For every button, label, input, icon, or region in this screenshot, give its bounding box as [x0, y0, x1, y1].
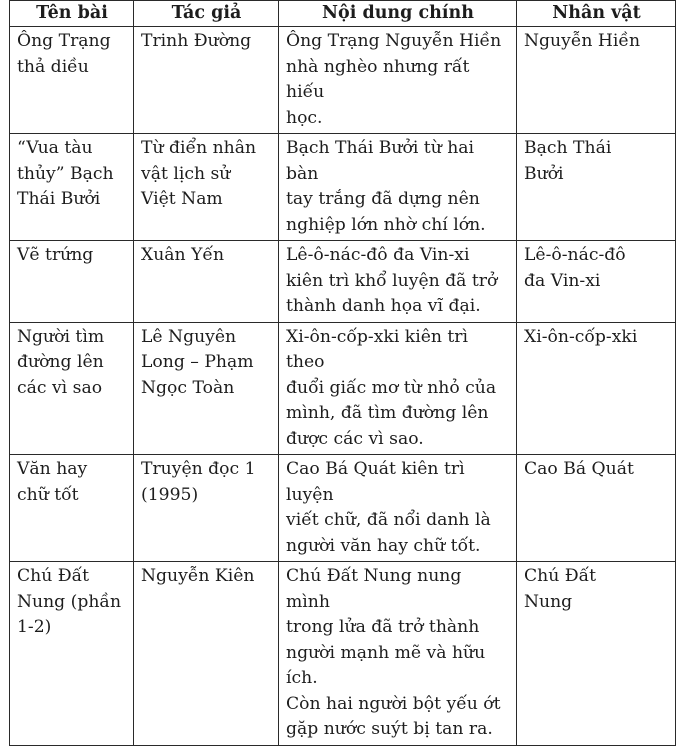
cell-line: Nguyễn Kiên	[141, 566, 255, 586]
cell-content	[279, 562, 517, 746]
cell-line: Nguyễn Hiền	[524, 31, 641, 51]
cell-line: Trinh Đường	[141, 31, 252, 51]
cell-line: Xuân Yến	[141, 245, 225, 265]
cell-line: viết chữ, đã nổi danh là	[286, 510, 491, 530]
cell-line: Lê-ô-nác-đô đa Vin-xi	[286, 245, 470, 265]
cell-line: Chú Đất Nung nung mình	[286, 566, 462, 612]
cell-line: Chú Đất	[17, 566, 90, 586]
cell-line: đường lên	[17, 352, 104, 372]
table-row	[10, 241, 676, 323]
header-title: Tên bài	[10, 1, 134, 27]
cell-content	[279, 27, 517, 134]
cell-line: Văn hay	[17, 459, 88, 479]
header-character: Nhân vật	[517, 1, 676, 27]
cell-line: Cao Bá Quát	[524, 459, 634, 479]
cell-line: mình, đã tìm đường lên	[286, 403, 489, 423]
cell-line: Nung (phần	[17, 591, 122, 612]
cell-author	[134, 241, 279, 323]
cell-character	[517, 562, 676, 746]
cell-line: Còn hai người bột yếu ớt	[286, 693, 501, 714]
cell-line: Thái Bưởi	[17, 189, 101, 209]
cell-line: học.	[286, 107, 323, 128]
cell-character	[517, 27, 676, 134]
cell-line: “Vua tàu	[17, 138, 93, 158]
cell-line: các vì sao	[17, 377, 103, 398]
cell-character	[517, 241, 676, 323]
table-row	[10, 562, 676, 746]
cell-character	[517, 134, 676, 241]
cell-line: thủy” Bạch	[17, 163, 114, 184]
cell-title	[10, 322, 134, 455]
cell-line: (1995)	[141, 484, 199, 505]
cell-line: thành danh họa vĩ đại.	[286, 296, 481, 316]
table-row	[10, 134, 676, 241]
cell-line: Truyện đọc 1	[141, 459, 256, 479]
cell-line: nhà nghèo nhưng rất hiếu	[286, 56, 470, 102]
cell-content	[279, 241, 517, 323]
cell-line: người mạnh mẽ và hữu ích.	[286, 642, 486, 688]
cell-line: Việt Nam	[141, 189, 223, 209]
reading-summary-table	[9, 0, 676, 746]
cell-line: đa Vin-xi	[524, 270, 601, 291]
cell-title	[10, 134, 134, 241]
cell-line: Chú Đất	[524, 566, 597, 586]
table-row	[10, 455, 676, 562]
cell-title	[10, 27, 134, 134]
cell-line: Xi-ôn-cốp-xki	[524, 326, 638, 347]
cell-author	[134, 27, 279, 134]
header-author: Tác giả	[134, 1, 279, 27]
cell-line: Bạch Thái Bưởi từ hai bàn	[286, 138, 475, 184]
cell-line: vật lịch sử	[141, 163, 231, 184]
cell-line: chữ tốt	[17, 484, 79, 505]
cell-line: Xi-ôn-cốp-xki kiên trì theo	[286, 326, 469, 372]
cell-line: Ông Trạng Nguyễn Hiền	[286, 31, 502, 51]
cell-line: Nung	[524, 591, 573, 612]
header-content: Nội dung chính	[279, 1, 517, 27]
cell-line: Ngọc Toàn	[141, 377, 235, 398]
cell-author	[134, 134, 279, 241]
cell-line: Từ điển nhân	[141, 138, 257, 158]
cell-line: kiên trì khổ luyện đã trở	[286, 270, 498, 291]
cell-title	[10, 562, 134, 746]
cell-author	[134, 322, 279, 455]
cell-line: được các vì sao.	[286, 428, 424, 449]
cell-line: Cao Bá Quát kiên trì luyện	[286, 459, 465, 505]
cell-content	[279, 455, 517, 562]
table-row	[10, 322, 676, 455]
cell-line: Bạch Thái	[524, 138, 612, 158]
cell-line: Lê Nguyên	[141, 326, 237, 347]
cell-line: tay trắng đã dựng nên	[286, 189, 480, 209]
cell-line: nghiệp lớn nhờ chí lớn.	[286, 214, 486, 235]
cell-character	[517, 455, 676, 562]
cell-line: Người tìm	[17, 326, 105, 347]
cell-content	[279, 134, 517, 241]
cell-title	[10, 241, 134, 323]
cell-character	[517, 322, 676, 455]
table-header-row	[10, 1, 676, 27]
cell-line: gặp nước suýt bị tan ra.	[286, 719, 493, 739]
table-row	[10, 27, 676, 134]
cell-line: Lê-ô-nác-đô	[524, 245, 626, 265]
cell-line: Ông Trạng	[17, 31, 111, 51]
cell-line: thả diều	[17, 56, 89, 77]
cell-content	[279, 322, 517, 455]
cell-author	[134, 455, 279, 562]
cell-line: Long – Phạm	[141, 352, 254, 372]
cell-line: người văn hay chữ tốt.	[286, 535, 481, 556]
cell-line: 1-2)	[17, 617, 52, 637]
cell-line: đuổi giấc mơ từ nhỏ của	[286, 377, 497, 398]
cell-title	[10, 455, 134, 562]
cell-line: trong lửa đã trở thành	[286, 617, 480, 637]
cell-line: Bưởi	[524, 163, 564, 184]
cell-line: Vẽ trứng	[17, 245, 94, 265]
document-page	[9, 0, 675, 739]
cell-author	[134, 562, 279, 746]
